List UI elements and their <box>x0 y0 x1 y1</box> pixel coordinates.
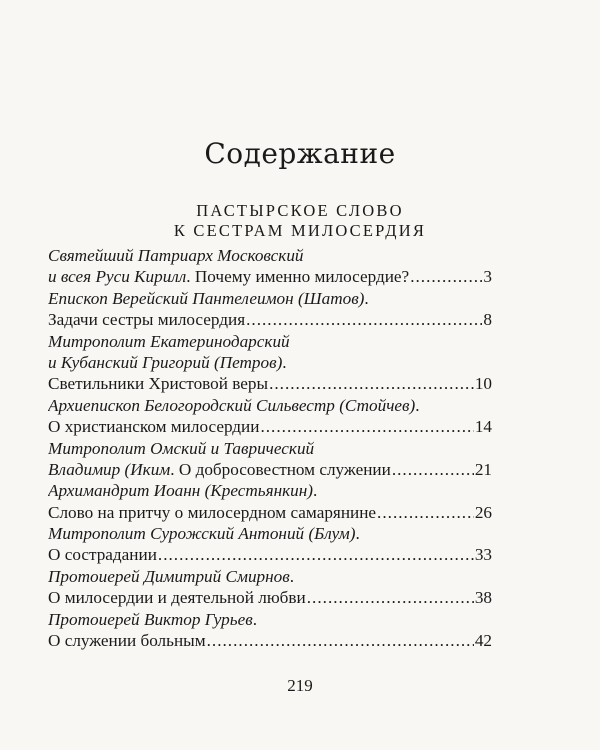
toc-entry-author-line <box>48 523 492 544</box>
dot-leader <box>307 587 474 608</box>
toc-entry <box>48 331 492 395</box>
toc-entry-author-suffix: . <box>415 395 420 415</box>
table-of-contents <box>48 245 492 651</box>
dot-leader <box>207 630 474 651</box>
dot-leader <box>392 459 474 480</box>
toc-entry-link[interactable] <box>48 459 492 480</box>
toc-entry-author-line <box>48 566 492 587</box>
toc-entry <box>48 438 492 481</box>
toc-entry-title: О служении больным <box>48 631 206 651</box>
toc-entry-page: 42 <box>474 631 492 651</box>
toc-entry-author: Владимир (Иким <box>48 459 171 479</box>
toc-entry-link[interactable] <box>48 502 492 523</box>
toc-entry-author-suffix: . <box>355 524 360 544</box>
dot-leader <box>158 544 474 565</box>
toc-entry-author-line <box>48 395 492 416</box>
toc-entry <box>48 245 492 288</box>
toc-entry-title: Задачи сестры милосердия <box>48 310 246 330</box>
toc-entry-author: Протоиерей Димитрий Смирнов <box>48 566 290 586</box>
toc-entry-page: 38 <box>474 588 492 608</box>
toc-entry-link[interactable] <box>48 587 492 608</box>
dot-leader <box>246 309 482 330</box>
toc-entry-author-suffix: . <box>252 609 257 629</box>
toc-entry-author: Митрополит Сурожский Антоний (Блум) <box>48 524 356 544</box>
toc-entry-title: . О добросовестном служении <box>170 459 391 479</box>
toc-entry-author-line <box>48 480 492 501</box>
toc-entry-page: 3 <box>483 267 492 287</box>
dot-leader <box>260 416 473 437</box>
toc-entry-title: О христианском милосердии <box>48 417 260 437</box>
toc-entry-author: Митрополит Омский и Таврический <box>48 438 315 458</box>
toc-entry-link[interactable] <box>48 266 492 287</box>
toc-entry <box>48 395 492 438</box>
toc-entry-title: О милосердии и деятельной любви <box>48 588 306 608</box>
toc-entry-author-line <box>48 609 492 630</box>
toc-entry-author: Святейший Патриарх Московский <box>48 246 304 265</box>
toc-entry-page: 8 <box>483 310 492 330</box>
toc-entry-title: . Почему именно милосердие? <box>186 267 410 287</box>
dot-leader <box>410 266 482 287</box>
toc-entry-page: 10 <box>474 374 492 394</box>
toc-entry-page: 21 <box>474 459 492 479</box>
section-heading <box>0 201 600 241</box>
toc-entry-link[interactable] <box>48 630 492 651</box>
toc-entry <box>48 288 492 331</box>
toc-entry-author-suffix: . <box>313 481 318 501</box>
toc-entry-link[interactable] <box>48 416 492 437</box>
toc-entry <box>48 609 492 652</box>
toc-entry-link[interactable] <box>48 544 492 565</box>
toc-entry-author: и Кубанский Григорий (Петров) <box>48 352 283 372</box>
page-title: Содержание <box>204 137 396 170</box>
toc-entry-link[interactable] <box>48 373 492 394</box>
toc-entry <box>48 480 492 523</box>
toc-entry-page: 26 <box>474 502 492 522</box>
dot-leader <box>269 373 474 394</box>
toc-entry-author: и всея Руси Кирилл <box>48 267 187 287</box>
toc-entry-author-line <box>48 288 492 309</box>
toc-entry <box>48 566 492 609</box>
dot-leader <box>377 502 474 523</box>
toc-entry-title: Светильники Христовой веры <box>48 374 269 394</box>
toc-entry-page: 14 <box>474 417 492 437</box>
section-heading-line-2: К СЕСТРАМ МИЛОСЕРДИЯ <box>173 221 427 240</box>
toc-entry-author: Архимандрит Иоанн (Крестьянкин) <box>48 481 313 501</box>
toc-entry-author: Митрополит Екатеринодарский <box>48 331 290 351</box>
toc-entry-page: 33 <box>474 545 492 565</box>
toc-entry-link[interactable] <box>48 309 492 330</box>
toc-entry-title: Слово на притчу о милосердном самарянине <box>48 502 377 522</box>
section-heading-line-1: ПАСТЫРСКОЕ СЛОВО <box>196 201 404 220</box>
toc-entry-author-line <box>48 352 492 373</box>
toc-entry-author-suffix: . <box>289 566 295 586</box>
toc-entry <box>48 523 492 566</box>
page-number: 219 <box>287 676 313 695</box>
toc-entry-author-suffix: . <box>364 288 369 308</box>
toc-entry-author: Архиепископ Белогородский Сильвестр (Стойчев) <box>48 395 416 415</box>
toc-entry-author: Протоиерей Виктор Гурьев <box>48 609 253 629</box>
toc-entry-title: О сострадании <box>48 545 157 565</box>
toc-entry-author: Епископ Верейский Пантелеимон (Шатов) <box>48 288 365 308</box>
toc-entry-author-suffix: . <box>282 352 287 372</box>
